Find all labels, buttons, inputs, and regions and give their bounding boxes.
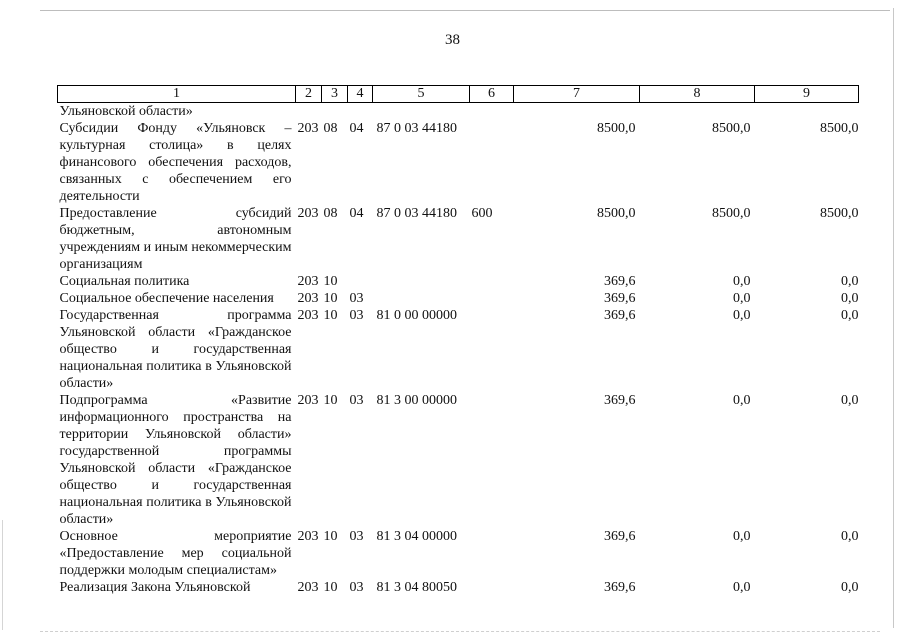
amount-cell: 8500,0	[597, 121, 636, 136]
expense-type-cell	[470, 579, 514, 596]
table-row	[58, 290, 859, 307]
scan-edge-right	[893, 8, 894, 628]
table-row	[58, 205, 859, 273]
expense-type-cell: 600	[471, 206, 493, 221]
section-code-cell: 10	[323, 274, 338, 289]
amount-cell: 8500,0	[597, 206, 636, 221]
amount-cell: 0,0	[733, 308, 751, 323]
column-header: 1	[58, 86, 296, 103]
row-name-cell: Предоставление субсидий бюджетным, автономным учреждениям и иным некоммерческим организациям	[59, 206, 292, 272]
target-article-cell	[373, 273, 470, 290]
expense-type-cell	[470, 273, 514, 290]
subsection-code-cell: 03	[349, 291, 364, 306]
expense-type-cell	[470, 307, 514, 392]
expense-type-cell	[470, 290, 514, 307]
amount-cell	[755, 103, 859, 121]
ministry-code-cell: 203	[297, 529, 319, 544]
ministry-code-cell	[296, 103, 322, 121]
amount-cell: 0,0	[733, 580, 751, 595]
amount-cell: 8500,0	[712, 206, 751, 221]
amount-cell: 0,0	[841, 291, 859, 306]
amount-cell: 369,6	[604, 308, 636, 323]
amount-cell: 8500,0	[820, 121, 859, 136]
ministry-code-cell: 203	[297, 206, 319, 221]
section-code-cell: 10	[323, 393, 338, 408]
table-row	[58, 273, 859, 290]
subsection-code-cell: 03	[349, 393, 364, 408]
ministry-code-cell: 203	[297, 274, 319, 289]
table-row	[58, 307, 859, 392]
section-code-cell	[322, 103, 348, 121]
column-header: 2	[296, 86, 322, 103]
section-code-cell: 10	[323, 580, 338, 595]
amount-cell: 0,0	[841, 529, 859, 544]
ministry-code-cell: 203	[297, 393, 319, 408]
column-header: 3	[322, 86, 348, 103]
subsection-code-cell	[348, 103, 373, 121]
column-header: 4	[348, 86, 373, 103]
row-name-cell: Социальная политика	[59, 274, 190, 289]
table-row	[58, 103, 859, 121]
table-row	[58, 579, 859, 596]
column-header: 9	[755, 86, 859, 103]
target-article-cell: 81 0 00 00000	[376, 308, 457, 323]
section-code-cell: 10	[323, 308, 338, 323]
amount-cell: 8500,0	[820, 206, 859, 221]
amount-cell: 369,6	[604, 393, 636, 408]
section-code-cell: 08	[323, 121, 338, 136]
row-name-cell: Ульяновской области»	[59, 104, 193, 119]
target-article-cell	[373, 103, 470, 121]
row-name-cell: Государственная программа Ульяновской области «Гражданское общество и государственная национальная политика в Ульяновской области»	[59, 308, 292, 391]
subsection-code-cell	[348, 273, 373, 290]
subsection-code-cell: 03	[349, 529, 364, 544]
target-article-cell: 81 3 04 00000	[376, 529, 457, 544]
table-row	[58, 392, 859, 528]
target-article-cell	[373, 290, 470, 307]
amount-cell	[514, 103, 640, 121]
ministry-code-cell: 203	[297, 121, 319, 136]
column-header: 7	[514, 86, 640, 103]
amount-cell: 0,0	[733, 291, 751, 306]
section-code-cell: 10	[323, 529, 338, 544]
row-name-cell: Основное мероприятие «Предоставление мер социальной поддержки молодым специалистам»	[59, 529, 292, 578]
table-row	[58, 528, 859, 579]
scan-edge-top	[40, 10, 890, 11]
amount-cell	[640, 103, 755, 121]
ministry-code-cell: 203	[297, 308, 319, 323]
header-row	[58, 86, 859, 103]
expense-type-cell	[470, 392, 514, 528]
expense-type-cell	[470, 528, 514, 579]
table-body	[58, 103, 859, 597]
column-header: 8	[640, 86, 755, 103]
subsection-code-cell: 04	[349, 121, 364, 136]
expense-type-cell	[470, 120, 514, 205]
subsection-code-cell: 04	[349, 206, 364, 221]
scan-edge-bottom	[40, 631, 880, 632]
target-article-cell: 87 0 03 44180	[376, 121, 457, 136]
amount-cell: 0,0	[733, 274, 751, 289]
target-article-cell: 81 3 00 00000	[376, 393, 457, 408]
amount-cell: 8500,0	[712, 121, 751, 136]
ministry-code-cell: 203	[297, 580, 319, 595]
amount-cell: 0,0	[841, 393, 859, 408]
row-name-cell: Реализация Закона Ульяновской	[59, 580, 251, 595]
amount-cell: 369,6	[604, 291, 636, 306]
amount-cell: 0,0	[841, 274, 859, 289]
section-code-cell: 10	[323, 291, 338, 306]
scan-edge-left	[2, 520, 3, 630]
amount-cell: 369,6	[604, 580, 636, 595]
row-name-cell: Социальное обеспечение населения	[59, 291, 274, 306]
amount-cell: 0,0	[733, 393, 751, 408]
subsection-code-cell: 03	[349, 580, 364, 595]
row-name-cell: Субсидии Фонду «Ульяновск – культурная столица» в целях финансового обеспечения расходов, связанных с обеспечением его деятельности	[59, 121, 292, 204]
target-article-cell: 87 0 03 44180	[376, 206, 457, 221]
amount-cell: 369,6	[604, 274, 636, 289]
amount-cell: 0,0	[733, 529, 751, 544]
amount-cell: 369,6	[604, 529, 636, 544]
table-row	[58, 120, 859, 205]
budget-table	[57, 85, 859, 596]
column-header: 6	[470, 86, 514, 103]
amount-cell: 0,0	[841, 308, 859, 323]
ministry-code-cell: 203	[297, 291, 319, 306]
amount-cell: 0,0	[841, 580, 859, 595]
column-header: 5	[373, 86, 470, 103]
page-number: 38	[445, 32, 460, 48]
subsection-code-cell: 03	[349, 308, 364, 323]
row-name-cell: Подпрограмма «Развитие информационного пространства на территории Ульяновской области» государственной программы Ульяновской области «Гражданское общество и государственная национальная политика в Ульяновской области»	[59, 393, 292, 527]
section-code-cell: 08	[323, 206, 338, 221]
target-article-cell: 81 3 04 80050	[376, 580, 457, 595]
expense-type-cell	[470, 103, 514, 121]
